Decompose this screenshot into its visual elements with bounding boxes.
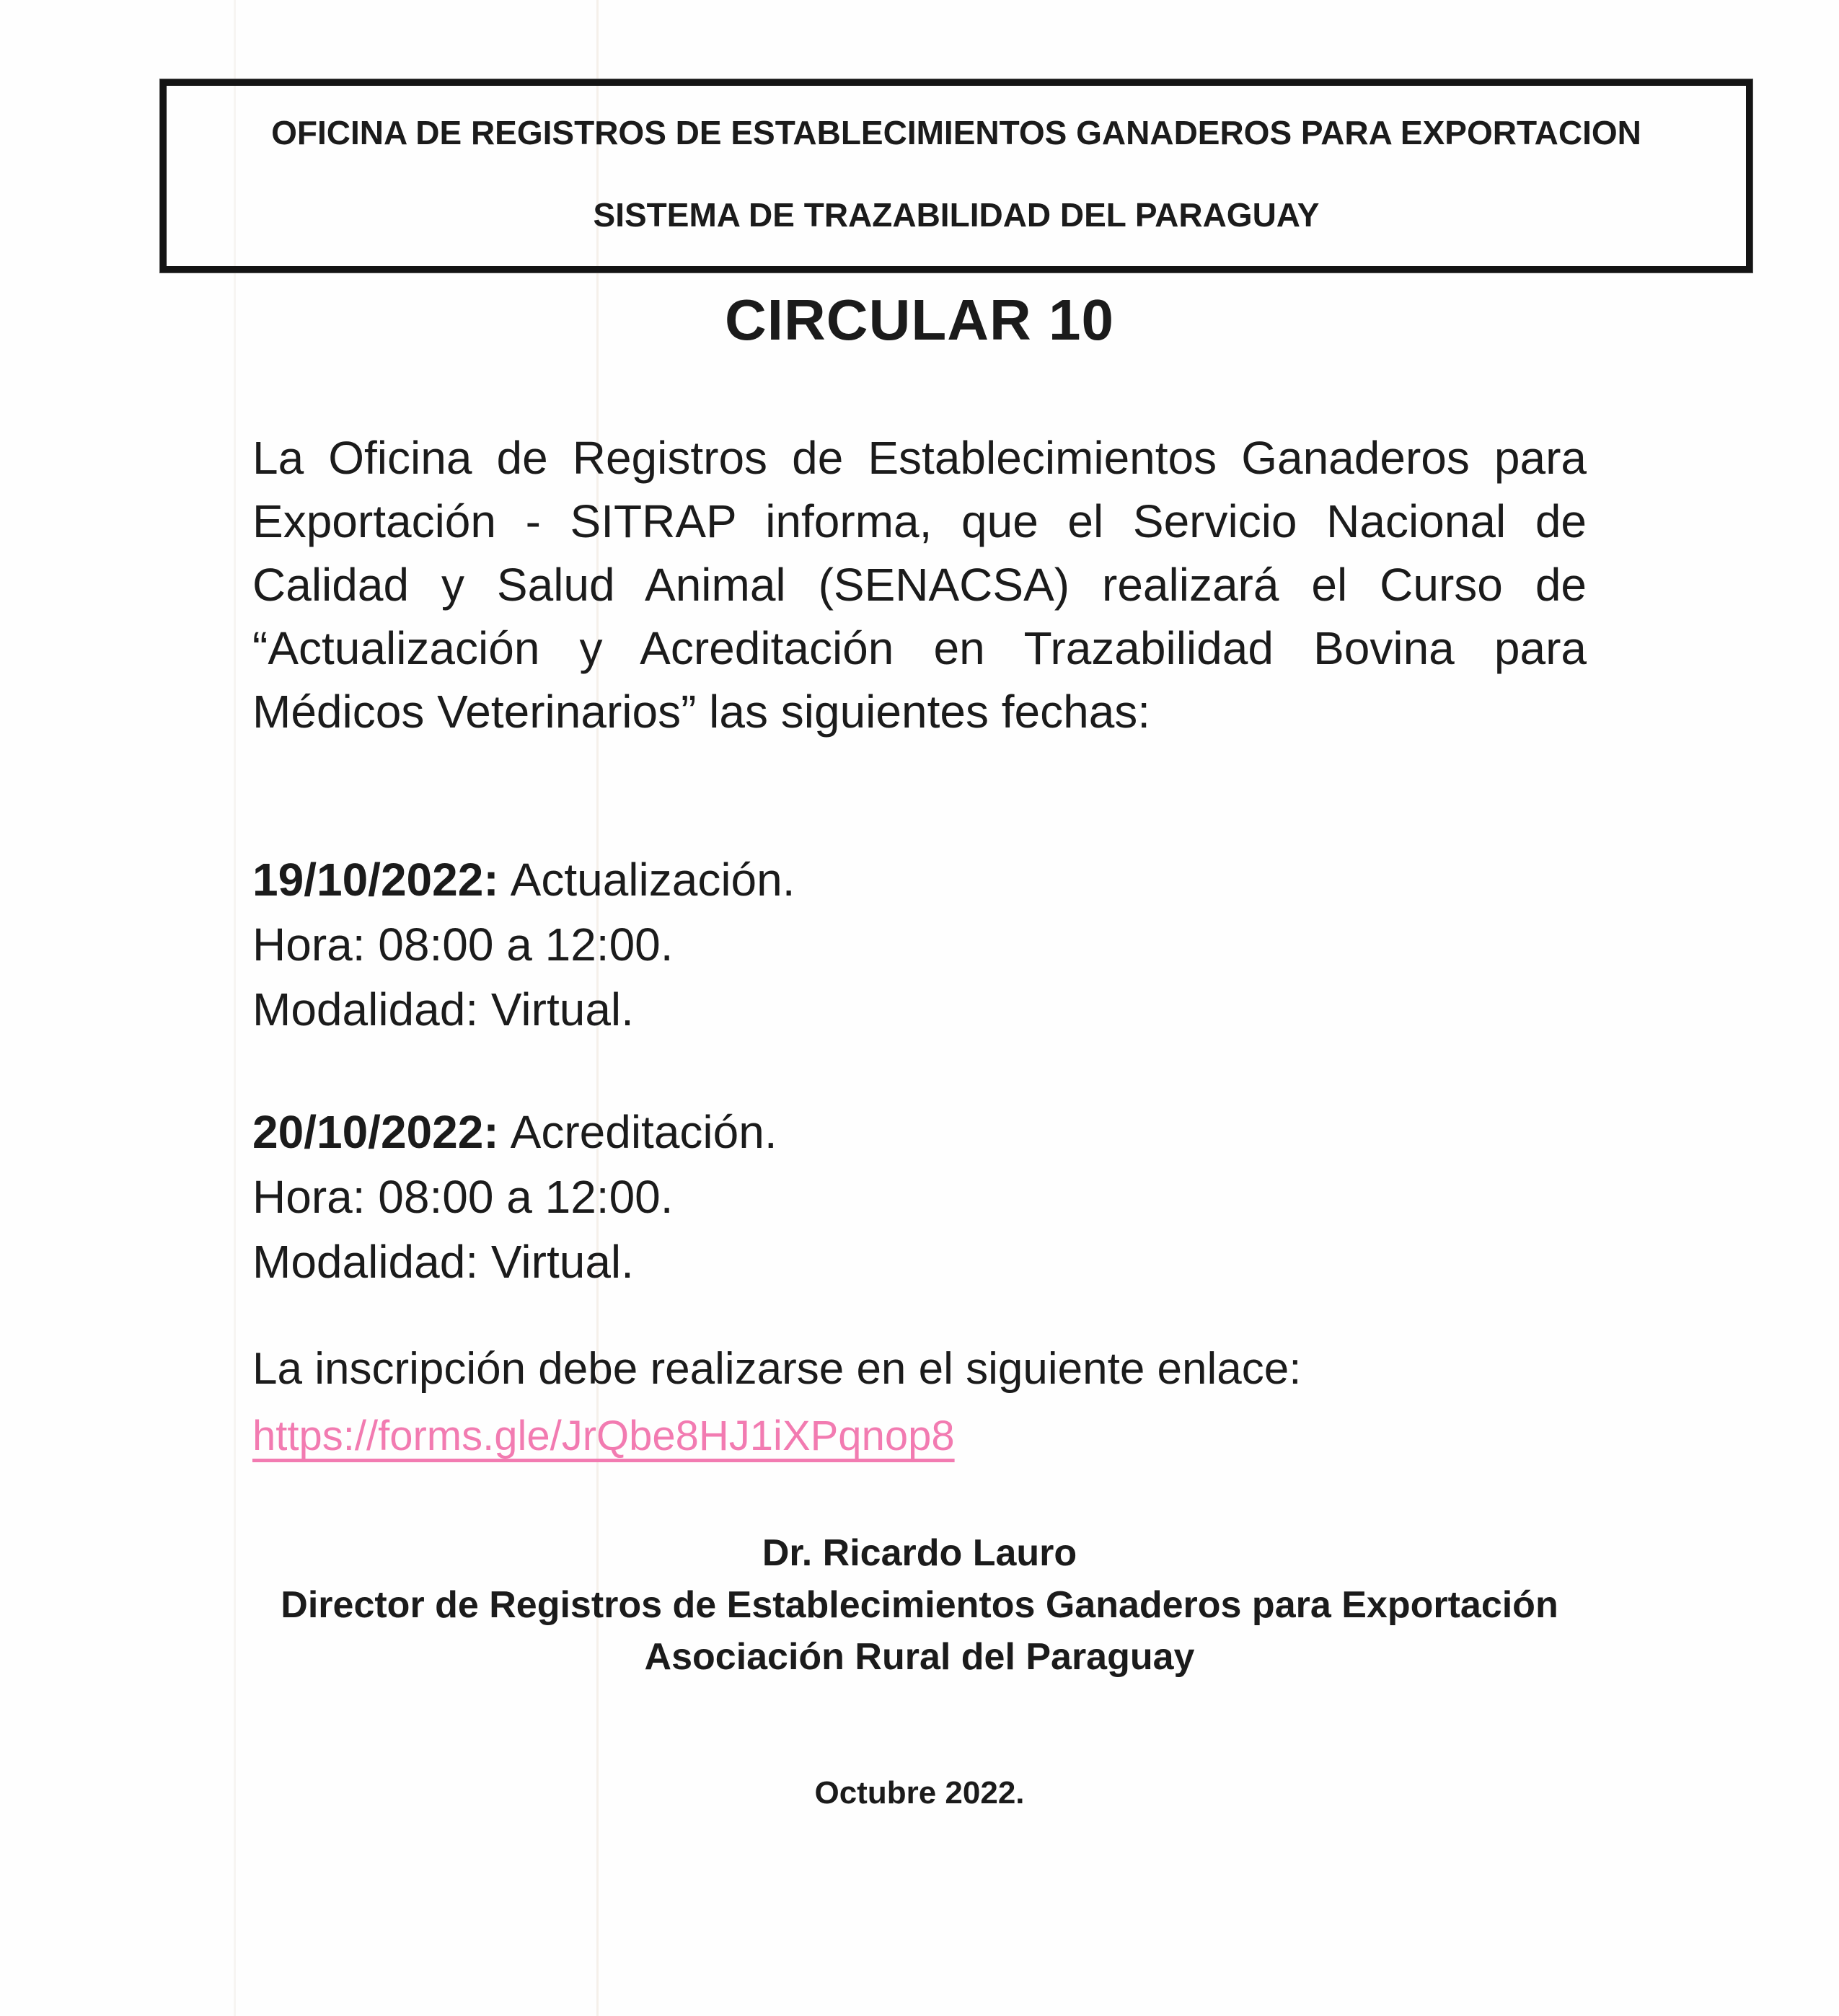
document-date: Octubre 2022. bbox=[814, 1775, 1025, 1811]
session-name: Actualización. bbox=[510, 854, 795, 906]
intro-paragraph bbox=[252, 426, 1587, 743]
signatory-organization: Asociación Rural del Paraguay bbox=[644, 1636, 1195, 1678]
letterhead-office-name: OFICINA DE REGISTROS DE ESTABLECIMIENTOS GANADEROS PARA EXPORTACION bbox=[271, 114, 1641, 151]
session-block-acreditacion bbox=[252, 1100, 1587, 1294]
session-hour-line: Hora: 08:00 a 12:00. bbox=[252, 1171, 674, 1223]
signature-block bbox=[252, 1527, 1587, 1683]
session-date-line bbox=[252, 1100, 1587, 1164]
letterhead-system-name: SISTEMA DE TRAZABILIDAD DEL PARAGUAY bbox=[593, 196, 1320, 234]
intro-line: Calidad y Salud Animal (SENACSA) realizará el Curso de bbox=[252, 559, 1587, 611]
letterhead-box bbox=[160, 79, 1752, 273]
session-modality-line: Modalidad: Virtual. bbox=[252, 983, 634, 1035]
registration-form-link[interactable]: https://forms.gle/JrQbe8HJ1iXPqnop8 bbox=[252, 1412, 955, 1459]
session-hour-line: Hora: 08:00 a 12:00. bbox=[252, 919, 674, 971]
session-date: 19/10/2022: bbox=[252, 854, 499, 906]
inscription-link-line bbox=[252, 1404, 1587, 1468]
intro-line: Médicos Veterinarios” las siguientes fechas: bbox=[252, 686, 1151, 738]
circular-title: CIRCULAR 10 bbox=[725, 288, 1114, 352]
session-date: 20/10/2022: bbox=[252, 1106, 499, 1158]
intro-line: Exportación - SITRAP informa, que el Servicio Nacional de bbox=[252, 495, 1587, 547]
signatory-name: Dr. Ricardo Lauro bbox=[762, 1532, 1077, 1574]
intro-line: La Oficina de Registros de Establecimientos Ganaderos para bbox=[252, 432, 1587, 484]
signatory-role: Director de Registros de Establecimientos Ganaderos para Exportación bbox=[281, 1584, 1558, 1626]
session-date-line bbox=[252, 847, 1587, 912]
inscription-text: La inscripción debe realizarse en el siguiente enlace: bbox=[252, 1344, 1302, 1394]
intro-line: “Actualización y Acreditación en Trazabilidad Bovina para bbox=[252, 622, 1587, 674]
scan-artifact-line bbox=[234, 0, 236, 2016]
session-modality-line: Modalidad: Virtual. bbox=[252, 1236, 634, 1288]
session-block-actualizacion bbox=[252, 847, 1587, 1042]
session-name: Acreditación. bbox=[510, 1106, 777, 1158]
inscription-section bbox=[252, 1338, 1587, 1468]
